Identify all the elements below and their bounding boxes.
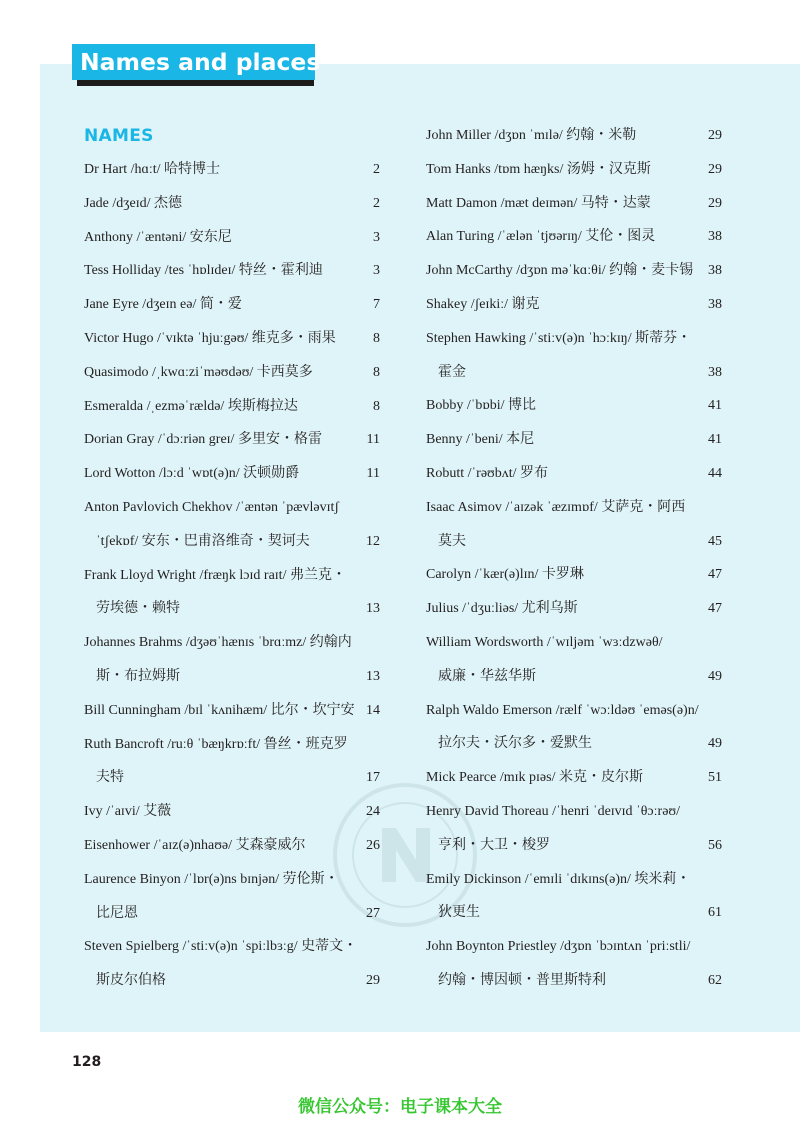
name-entry-line [426, 660, 722, 694]
entry-page-number: 27 [366, 905, 380, 921]
name-entry-line [84, 491, 380, 525]
entry-text: Tess Holliday /tes ˈhɒlɪdeɪ/ 特丝・霍利迪 [84, 263, 323, 279]
entry-text: Isaac Asimov /ˈaɪzək ˈæzɪmɒf/ 艾萨克・阿西 [426, 499, 686, 515]
name-entry-line [426, 964, 722, 998]
entry-page-number: 41 [708, 432, 722, 448]
name-entry-line [426, 153, 722, 187]
entry-page-number: 12 [366, 533, 380, 549]
entry-page-number: 44 [708, 465, 722, 481]
entry-text: Matt Damon /mæt deɪmən/ 马特・达蒙 [426, 195, 651, 211]
footer-watermark-text: 微信公众号：电子课本大全 [298, 1097, 502, 1117]
entry-page-number: 2 [373, 162, 380, 177]
entry-text: Ralph Waldo Emerson /rælf ˈwɔːldəʊ ˈeməs(ə)n/ [426, 702, 699, 718]
entry-text: Shakey /ʃeɪkiː/ 谢克 [426, 296, 540, 312]
entry-text: ˈtʃekɒf/ 安东・巴甫洛维奇・契诃夫 [96, 533, 310, 549]
entry-page-number: 47 [708, 567, 722, 583]
name-entry-line [426, 322, 722, 356]
entry-text: John Miller /dʒɒn ˈmɪlə/ 约翰・米勒 [426, 128, 637, 143]
entry-text: Bobby /ˈbɒbi/ 博比 [426, 398, 536, 414]
entry-text: Tom Hanks /tɒm hæŋks/ 汤姆・汉克斯 [426, 161, 651, 177]
entry-text: 莫夫 [438, 533, 466, 549]
entry-text: Robutt /ˈrəʊbʌt/ 罗布 [426, 465, 549, 481]
name-entry-line [84, 457, 380, 491]
name-entry-line [84, 254, 380, 288]
name-entry-line [84, 322, 380, 356]
entry-page-number: 29 [708, 161, 722, 177]
entry-page-number: 3 [373, 229, 380, 245]
entry-text: 亨利・大卫・梭罗 [438, 837, 550, 853]
entry-page-number: 56 [708, 837, 722, 853]
name-entry-line [426, 558, 722, 592]
section-heading: NAMES [84, 126, 154, 146]
name-entry-line [426, 254, 722, 288]
name-entry-line [426, 727, 722, 761]
entry-text: Alan Turing /ˈælən ˈtjʊərɪŋ/ 艾伦・图灵 [426, 229, 656, 245]
entry-text: Jane Eyre /dʒeɪn eə/ 简・爱 [84, 297, 242, 313]
entry-text: Henry David Thoreau /ˈhenri ˈdeɪvɪd ˈθɔːrəʊ/ [426, 803, 680, 819]
entry-text: Mick Pearce /mɪk pɪəs/ 米克・皮尔斯 [426, 770, 643, 786]
entry-page-number: 47 [708, 601, 722, 617]
name-entry-line [84, 288, 380, 322]
entry-text: 拉尔夫・沃尔多・爱默生 [438, 736, 592, 752]
name-entry-line [426, 896, 722, 930]
name-entry-line [84, 728, 380, 762]
entry-page-number: 8 [373, 398, 380, 414]
entry-text: Dorian Gray /ˈdɔːriən greɪ/ 多里安・格雷 [84, 432, 322, 448]
name-entry-line [426, 525, 722, 559]
entry-page-number: 8 [373, 330, 380, 346]
page-title: Names and places [72, 44, 315, 80]
entry-text: Ivy /ˈaɪvi/ 艾薇 [84, 804, 172, 820]
entry-text: Bill Cunningham /bɪl ˈkʌnihæm/ 比尔・坎宁安 [84, 702, 355, 718]
entry-page-number: 29 [708, 128, 722, 143]
entry-text: Victor Hugo /ˈvɪktə ˈhjuːgəʊ/ 维克多・雨果 [84, 330, 336, 346]
entry-page-number: 11 [366, 432, 380, 448]
entry-text: Julius /ˈdʒuːliəs/ 尤利乌斯 [426, 601, 578, 617]
name-entry-line [426, 119, 722, 153]
name-entry-line [426, 930, 722, 964]
entry-text: 约翰・博因顿・普里斯特利 [438, 972, 606, 988]
name-entry-line [426, 187, 722, 221]
entry-text: 比尼恩 [96, 905, 138, 921]
names-list-right [426, 119, 722, 998]
entry-text: Lord Wotton /lɔːd ˈwɒt(ə)n/ 沃顿勋爵 [84, 466, 300, 482]
entry-text: Jade /dʒeɪd/ 杰德 [84, 195, 182, 211]
name-entry-line [426, 220, 722, 254]
entry-page-number: 38 [708, 263, 722, 279]
name-entry-line [84, 694, 380, 728]
name-entry-line [84, 423, 380, 457]
entry-text: Steven Spielberg /ˈstiːv(ə)n ˈspiːlbɜːg/ 史蒂文・ [84, 939, 358, 955]
name-entry-line [84, 863, 380, 897]
entry-text: Frank Lloyd Wright /fræŋk lɔɪd raɪt/ 弗兰克・ [84, 567, 346, 583]
entry-page-number: 49 [708, 736, 722, 752]
name-entry-line [426, 626, 722, 660]
entry-text: John Boynton Priestley /dʒɒn ˈbɔɪntʌn ˈpriːstli/ [426, 939, 691, 955]
name-entry-line [426, 491, 722, 525]
entry-page-number: 41 [708, 398, 722, 414]
entry-text: Laurence Binyon /ˈlɒr(ə)ns bɪnjən/ 劳伦斯・ [84, 871, 339, 887]
name-entry-line [426, 592, 722, 626]
entry-text: Quasimodo /ˌkwɑːziˈməʊdəʊ/ 卡西莫多 [84, 364, 313, 380]
entry-text: Anton Pavlovich Chekhov /ˈæntən ˈpævləvɪtʃ [84, 499, 340, 515]
name-entry-line [84, 390, 380, 424]
entry-page-number: 13 [366, 668, 380, 684]
entry-text: 狄更生 [438, 905, 480, 921]
entry-text: Eisenhower /ˈaɪz(ə)nhaʊə/ 艾森豪威尔 [84, 837, 306, 853]
entry-page-number: 62 [708, 972, 722, 988]
name-entry-line [84, 592, 380, 626]
entry-text: John McCarthy /dʒɒn məˈkɑːθi/ 约翰・麦卡锡 [426, 263, 694, 279]
entry-text: Carolyn /ˈkær(ə)lɪn/ 卡罗琳 [426, 567, 584, 583]
entry-text: Dr Hart /hɑːt/ 哈特博士 [84, 162, 221, 177]
page-number: 128 [72, 1054, 102, 1070]
entry-page-number: 24 [366, 804, 380, 820]
entry-text: 夫特 [96, 770, 124, 786]
entry-text: Stephen Hawking /ˈstiːv(ə)n ˈhɔːkɪŋ/ 斯蒂芬・ [426, 330, 692, 346]
entry-page-number: 38 [708, 364, 722, 380]
entry-page-number: 38 [708, 229, 722, 245]
name-entry-line [84, 153, 380, 187]
name-entry-line [84, 356, 380, 390]
name-entry-line [84, 930, 380, 964]
entry-page-number: 29 [366, 973, 380, 989]
entry-page-number: 49 [708, 668, 722, 684]
entry-page-number: 38 [708, 296, 722, 312]
name-entry-line [426, 863, 722, 897]
name-entry-line [84, 525, 380, 559]
entry-page-number: 2 [373, 195, 380, 211]
entry-text: 斯皮尔伯格 [96, 973, 166, 989]
name-entry-line [84, 626, 380, 660]
name-entry-line [84, 897, 380, 931]
name-entry-line [426, 356, 722, 390]
entry-page-number: 11 [366, 466, 380, 482]
name-entry-line [84, 559, 380, 593]
entry-page-number: 13 [366, 601, 380, 617]
entry-text: William Wordsworth /ˈwɪljəm ˈwɜːdzwəθ/ [426, 634, 663, 650]
name-entry-line [84, 761, 380, 795]
entry-text: 威廉・华兹华斯 [438, 668, 536, 684]
name-entry-line [84, 221, 380, 255]
entry-page-number: 8 [373, 364, 380, 380]
name-entry-line [84, 964, 380, 998]
name-entry-line [426, 795, 722, 829]
name-entry-line [84, 187, 380, 221]
entry-page-number: 45 [708, 533, 722, 549]
entry-text: Benny /ˈbeni/ 本尼 [426, 432, 535, 448]
entry-text: Esmeralda /ˌezməˈrældə/ 埃斯梅拉达 [84, 398, 298, 414]
entry-text: Anthony /ˈæntəni/ 安东尼 [84, 229, 232, 245]
entry-text: 霍金 [438, 364, 466, 380]
entry-page-number: 26 [366, 837, 380, 853]
entry-page-number: 51 [708, 770, 722, 786]
name-entry-line [426, 829, 722, 863]
entry-text: 劳埃德・赖特 [96, 601, 180, 617]
entry-page-number: 61 [708, 905, 722, 921]
entry-text: Johannes Brahms /dʒəʊˈhænɪs ˈbrɑːmz/ 约翰内 [84, 635, 352, 651]
name-entry-line [426, 694, 722, 728]
entry-page-number: 3 [373, 263, 380, 279]
entry-text: Ruth Bancroft /ruːθ ˈbæŋkrɒːft/ 鲁丝・班克罗 [84, 736, 348, 752]
name-entry-line [84, 829, 380, 863]
entry-page-number: 7 [373, 297, 380, 313]
entry-text: 斯・布拉姆斯 [96, 668, 180, 684]
entry-text: Emily Dickinson /ˈemɪli ˈdɪkɪns(ə)n/ 埃米莉・ [426, 871, 691, 887]
name-entry-line [426, 389, 722, 423]
names-list-left [84, 153, 380, 998]
name-entry-line [84, 795, 380, 829]
name-entry-line [426, 288, 722, 322]
name-entry-line [426, 457, 722, 491]
name-entry-line [426, 761, 722, 795]
entry-page-number: 14 [366, 702, 380, 718]
entry-page-number: 17 [366, 770, 380, 786]
name-entry-line [426, 423, 722, 457]
name-entry-line [84, 660, 380, 694]
entry-page-number: 29 [708, 195, 722, 211]
